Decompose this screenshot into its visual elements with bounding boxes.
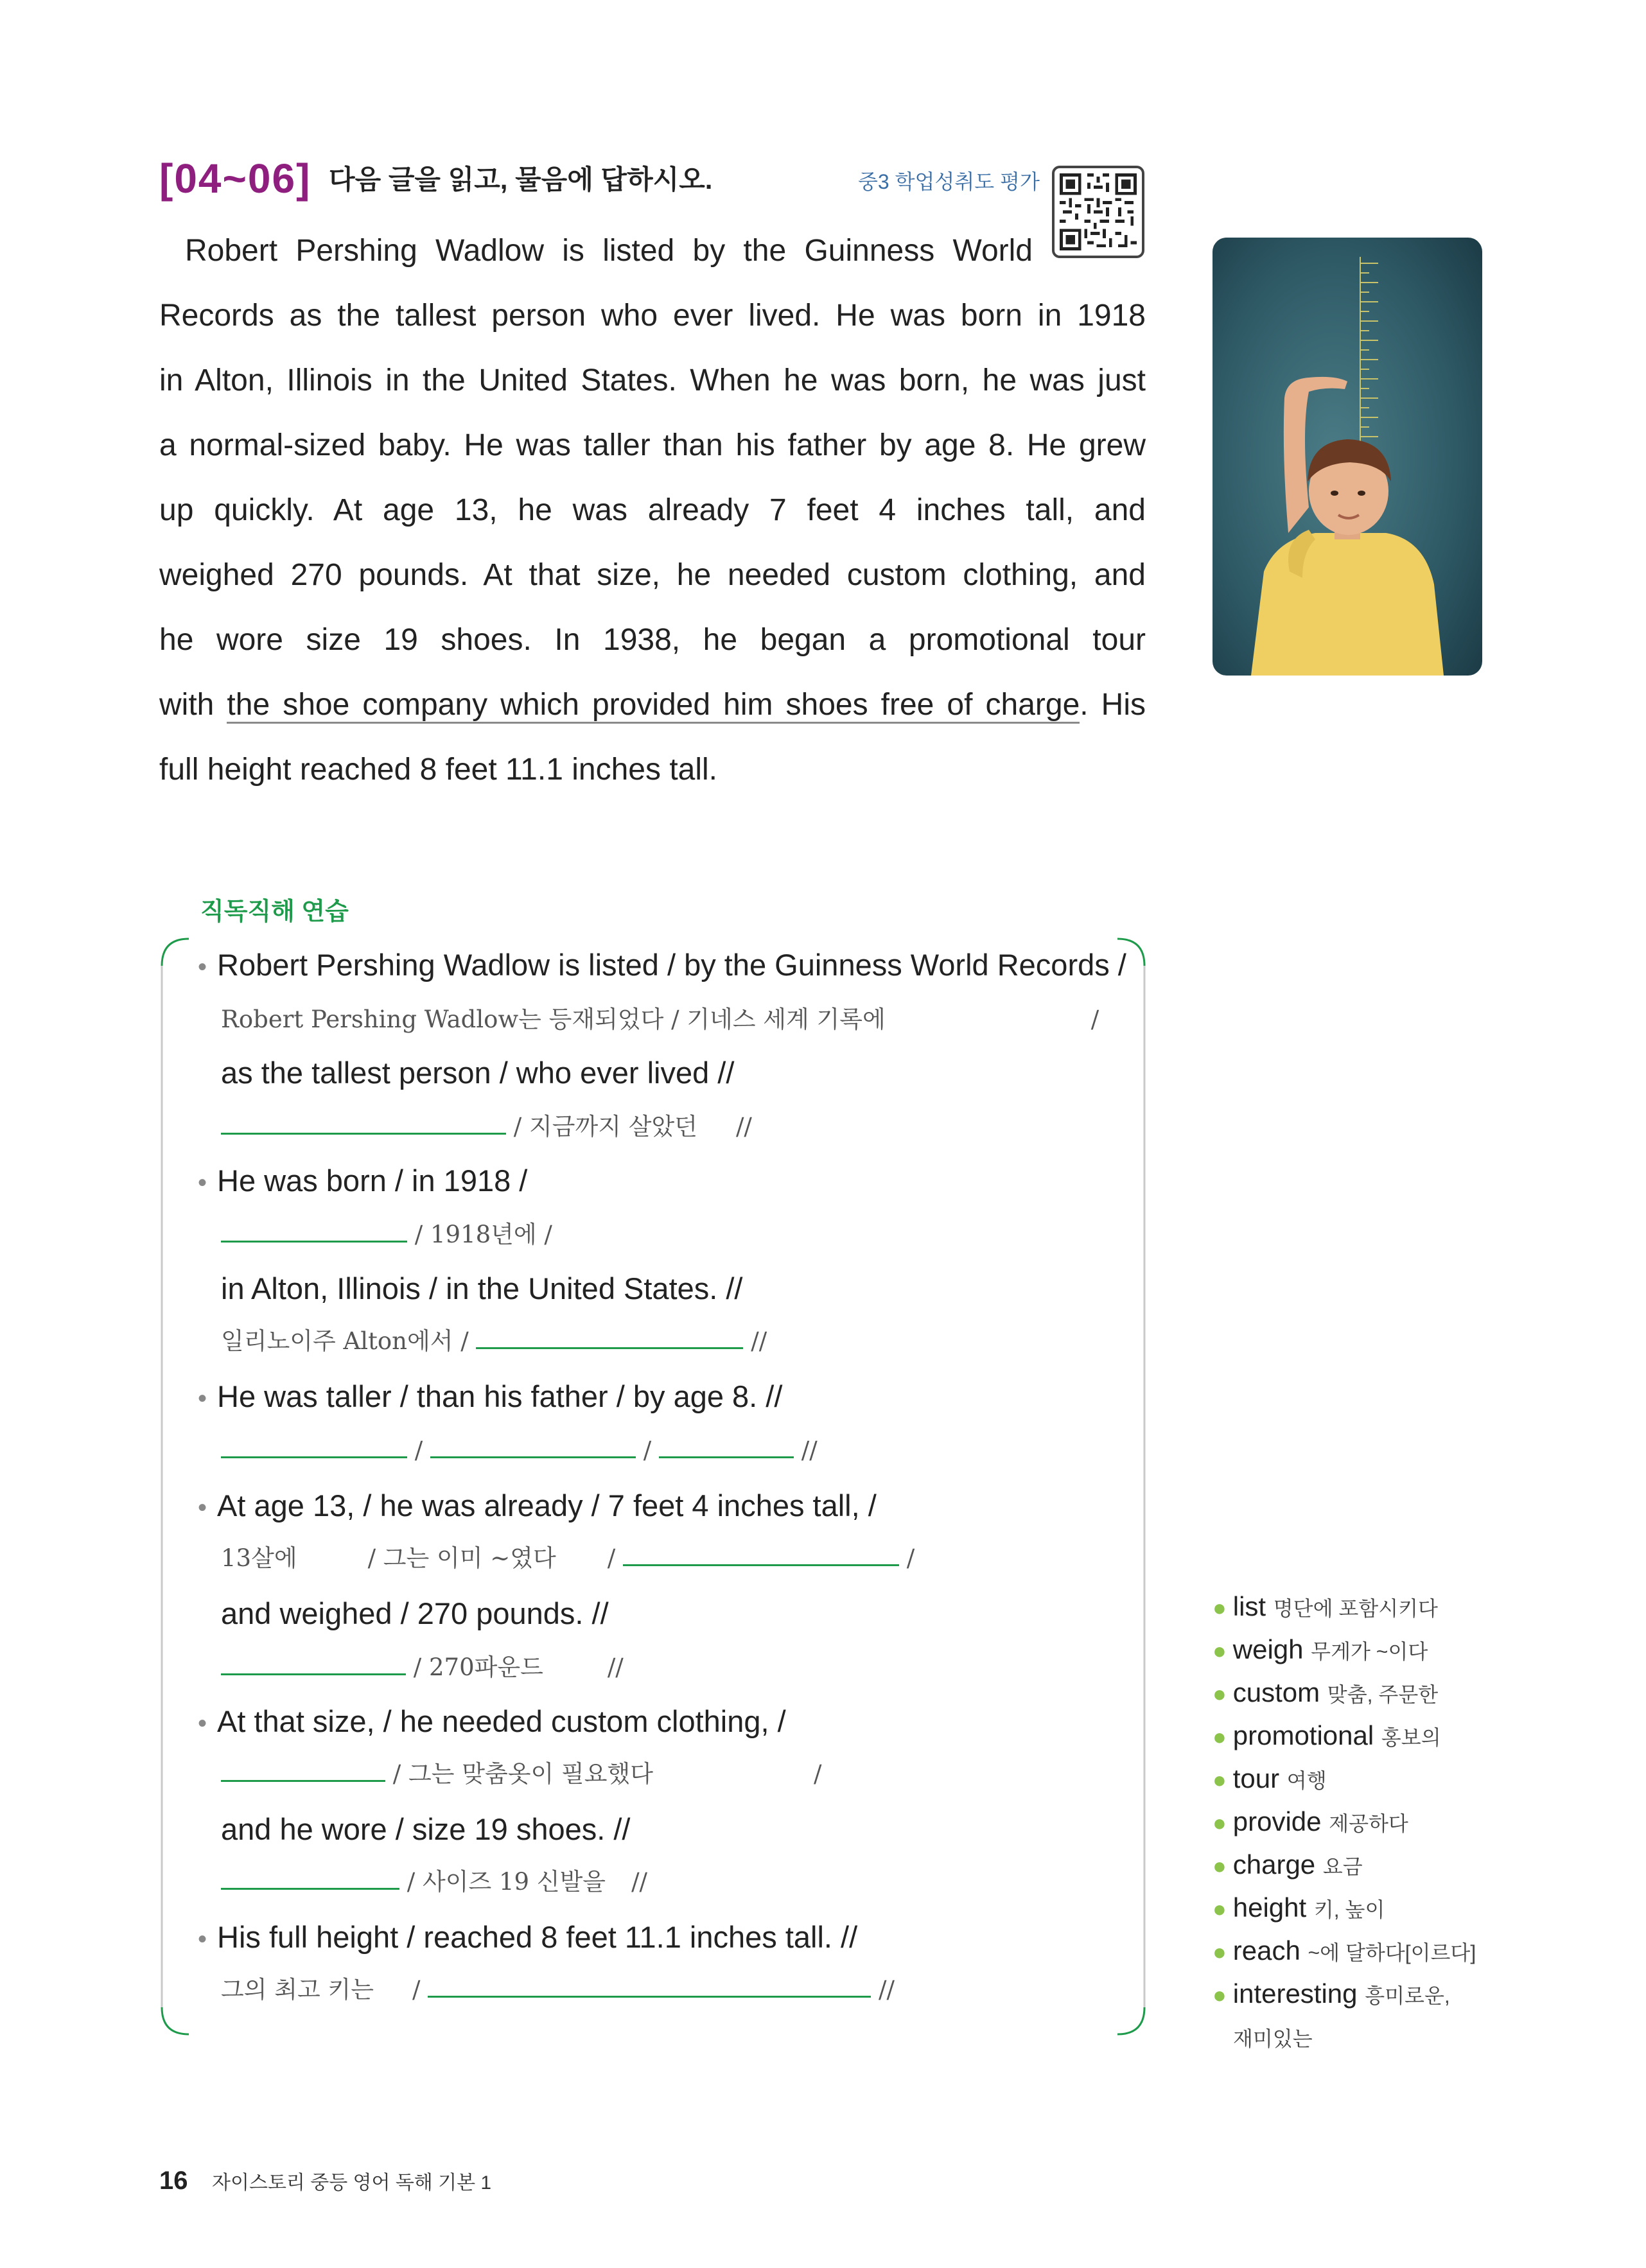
boy-measuring-height-photo xyxy=(1213,238,1482,676)
vocab-word: custom xyxy=(1232,1677,1320,1707)
passage-line: Robert Pershing Wadlow is listed by the Guinness World xyxy=(185,234,1033,268)
instruction: 다음 글을 읽고, 물음에 답하시오. xyxy=(329,164,713,195)
vocab-continuation xyxy=(1213,2016,1495,2059)
translation-text: / 1918년에 / xyxy=(414,1221,552,1248)
passage-line: he wore size 19 shoes. In 1938, he began a promotional tour xyxy=(159,623,1146,657)
vocab-item xyxy=(1213,1973,1495,2016)
translation-text: / 지금까지 살았던 xyxy=(513,1113,697,1140)
sentence-ko xyxy=(198,1862,647,1901)
passage-text: with xyxy=(159,688,227,722)
vocab-item xyxy=(1213,1672,1495,1715)
exam-label: 중3 학업성취도 평가 xyxy=(858,170,1040,193)
passage-line: full height reached 8 feet 11.1 inches tall. xyxy=(159,753,718,787)
answer-blank[interactable] xyxy=(221,1862,399,1890)
translation-text: / 270파운드 xyxy=(413,1653,543,1681)
sentence-ko xyxy=(198,1431,818,1470)
sentence-en: • His full height / reached 8 feet 11.1 inches tall. // xyxy=(198,1915,857,1962)
vocab-meaning: 제공하다 xyxy=(1329,1812,1408,1835)
bullet-icon: ● xyxy=(1213,1723,1227,1750)
sentence-en: as the tallest person / who ever lived // xyxy=(221,1056,735,1090)
answer-blank[interactable] xyxy=(221,1215,407,1243)
passage-text: . His xyxy=(1080,688,1146,722)
page-number: 16 xyxy=(159,2167,188,2195)
answer-blank[interactable] xyxy=(430,1431,636,1458)
bullet-icon: ● xyxy=(1213,1853,1227,1879)
bullet-icon: ● xyxy=(1213,1810,1227,1836)
answer-blank[interactable] xyxy=(428,1970,871,1998)
vocab-meaning: 맞춤, 주문한 xyxy=(1327,1683,1439,1706)
answer-blank[interactable] xyxy=(221,1107,506,1135)
translation-text: / xyxy=(813,1760,822,1788)
sentence-en: in Alton, Illinois / in the United States. // xyxy=(221,1271,743,1305)
translation-text: // xyxy=(878,1976,895,2003)
sentence-en: • He was born / in 1918 / xyxy=(198,1158,527,1205)
answer-blank[interactable] xyxy=(476,1322,743,1349)
vocab-word: provide xyxy=(1232,1806,1322,1836)
sentence-ko xyxy=(198,1215,552,1254)
sentence-ko xyxy=(198,1970,895,2009)
practice-title: 직독직해 연습 xyxy=(200,898,349,925)
vocab-meaning: 홍보의 xyxy=(1381,1726,1441,1749)
translation-text: 그의 최고 키는 xyxy=(221,1976,374,2003)
vocab-word: charge xyxy=(1232,1849,1316,1880)
vocab-item xyxy=(1213,1629,1495,1672)
sentence-ko xyxy=(198,1107,752,1146)
vocab-meaning: 키, 높이 xyxy=(1313,1898,1385,1921)
answer-blank[interactable] xyxy=(221,1431,407,1458)
bullet-icon: ● xyxy=(1213,1896,1227,1922)
passage-line: up quickly. At age 13, he was already 7 feet 4 inches tall, and xyxy=(159,493,1146,527)
translation-text: / xyxy=(906,1544,915,1572)
vocab-meaning: 무게가 ~이다 xyxy=(1311,1640,1428,1663)
sentence-en: • At age 13, / he was already / 7 feet 4 inches tall, / xyxy=(198,1483,877,1530)
underlined-phrase: the shoe company which provided him shoes free of charge xyxy=(227,688,1080,724)
vocab-word: promotional xyxy=(1232,1720,1374,1750)
answer-blank[interactable] xyxy=(659,1431,794,1458)
vocab-word: height xyxy=(1232,1892,1307,1923)
vocab-item xyxy=(1213,1586,1495,1629)
vocab-meaning: ~에 달하다[이르다] xyxy=(1308,1941,1476,1964)
vocab-item xyxy=(1213,1801,1495,1844)
passage xyxy=(159,218,1146,802)
vocab-meaning: 흥미로운, xyxy=(1365,1984,1450,2007)
question-number: [04~06] xyxy=(159,155,311,202)
bullet-icon: ● xyxy=(1213,1594,1227,1621)
vocab-meaning: 재미있는 xyxy=(1233,2027,1313,2050)
translation-text: // xyxy=(801,1436,818,1464)
translation-text: 13살에 xyxy=(221,1544,297,1572)
passage-line: in Alton, Illinois in the United States. When he was born, he was just xyxy=(159,363,1146,397)
vocab-meaning: 요금 xyxy=(1322,1855,1363,1878)
bullet-icon: ● xyxy=(1213,1766,1227,1793)
translation-text: / 그는 이미 ~였다 xyxy=(367,1544,556,1572)
bullet-icon: ● xyxy=(1213,1982,1227,2008)
sentence-en: • He was taller / than his father / by age 8. // xyxy=(198,1374,782,1421)
translation-text: 일리노이주 Alton에서 / xyxy=(221,1327,469,1355)
sentence-ko xyxy=(198,1539,915,1578)
sentence-ko xyxy=(198,1322,767,1361)
passage-line: Records as the tallest person who ever lived. He was born in 1918 xyxy=(159,299,1146,333)
passage-line xyxy=(159,672,1146,737)
bullet-icon: ● xyxy=(1213,1939,1227,1965)
answer-blank[interactable] xyxy=(221,1648,406,1675)
vocab-meaning: 여행 xyxy=(1286,1769,1327,1792)
vocab-word: tour xyxy=(1232,1763,1280,1793)
vocab-word: list xyxy=(1232,1591,1266,1621)
sentence-en: • Robert Pershing Wadlow is listed / by the Guinness World Records / xyxy=(198,943,1126,990)
sentence-en: and he wore / size 19 shoes. // xyxy=(221,1812,631,1846)
bullet-icon: ● xyxy=(1213,1637,1227,1664)
vocab-item xyxy=(1213,1758,1495,1801)
sentence-ko xyxy=(198,1754,821,1793)
translation-text: / xyxy=(607,1544,616,1572)
sentence-ko xyxy=(198,1648,624,1687)
vocab-item xyxy=(1213,1844,1495,1887)
bullet-icon: ● xyxy=(1213,1680,1227,1707)
sentence-en: and weighed / 270 pounds. // xyxy=(221,1596,609,1630)
translation-text: / xyxy=(412,1976,421,2003)
vocabulary-list xyxy=(1213,1586,1495,2059)
translation-text: / xyxy=(1090,1006,1099,1033)
translation-text: Robert Pershing Wadlow는 등재되었다 / 기네스 세계 기록에 xyxy=(221,1006,886,1033)
vocab-word: reach xyxy=(1232,1935,1300,1966)
vocab-meaning: 명단에 포함시키다 xyxy=(1273,1597,1438,1620)
answer-blank[interactable] xyxy=(623,1539,899,1566)
translation-text: // xyxy=(607,1653,624,1681)
sentence-en: • At that size, / he needed custom clothing, / xyxy=(198,1699,786,1746)
translation-text: / xyxy=(414,1436,423,1464)
vocab-word: interesting xyxy=(1232,1978,1358,2009)
vocab-item xyxy=(1213,1715,1495,1758)
translation-text: // xyxy=(751,1327,767,1355)
vocab-item xyxy=(1213,1930,1495,1973)
vocab-item xyxy=(1213,1887,1495,1930)
translation-text: / xyxy=(643,1436,652,1464)
translation-text: // xyxy=(631,1868,647,1896)
sentence-ko xyxy=(198,1000,1099,1039)
translation-text: / 그는 맞춤옷이 필요했다 xyxy=(392,1760,653,1788)
translation-text: / 사이즈 19 신발을 xyxy=(407,1868,606,1896)
passage-line: weighed 270 pounds. At that size, he needed custom clothing, and xyxy=(159,558,1146,592)
passage-line: a normal-sized baby. He was taller than his father by age 8. He grew xyxy=(159,428,1146,462)
book-title: 자이스토리 중등 영어 독해 기본 1 xyxy=(212,2172,492,2194)
translation-text: // xyxy=(735,1113,752,1140)
vocab-word: weigh xyxy=(1232,1634,1304,1664)
answer-blank[interactable] xyxy=(221,1754,385,1782)
